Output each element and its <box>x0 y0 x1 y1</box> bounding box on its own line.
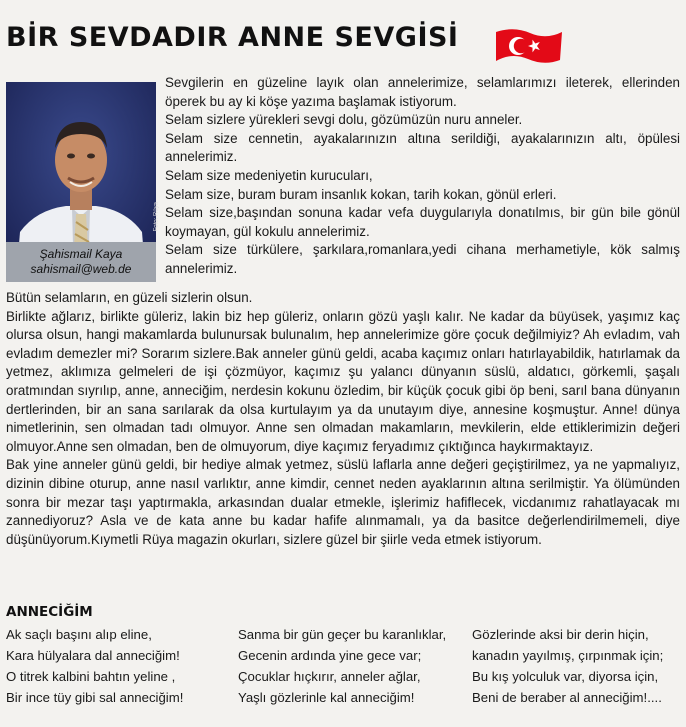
article-body <box>6 289 680 549</box>
article-title: BİR SEVDADIR ANNE SEVGİSİ <box>6 22 459 53</box>
poem-line: Gözlerinde aksi bir derin hiçin, <box>472 627 649 642</box>
intro-paragraph: Selam size cennetin, ayakalarınızın altına serildiği, ayakalarınızın altı, öpülesi annelerimiz. <box>165 130 680 165</box>
poem-line: Sanma bir gün geçer bu karanlıklar, <box>238 627 447 642</box>
poem-title: ANNECİĞİM <box>6 604 93 620</box>
author-email: sahismail@web.de <box>30 262 132 276</box>
intro-paragraph: Sevgilerin en güzeline layık olan annelerimize, selamlarımızı ileterek, ellerinden öperek bu ay ki köşe yazıma başlamak istiyorum. <box>165 75 680 109</box>
poem-line: Bu kış yolculuk var, diyorsa için, <box>472 669 659 684</box>
author-photo <box>6 82 159 282</box>
poem-line: Yaşlı gözlerinle kal anneciğim! <box>238 690 415 705</box>
body-paragraph: Bak yine anneler günü geldi, bir hediye almak yetmez, süslü laflarla anne değeri geçiştirilmez, ya ne yapmalıyız, dizinin dibine oturup, anne nasıl varlıktır, anne kimdir, cennet neden ayaklarının altına serilmiştir. Ya ölümünden sonra bir mezar taşı yaptırmakla, arkasından dualar etmekle, işlerimiz hafiflecek, vicdanımız rahatlayacak mı zannediyoruz? Asla ve de kata anne bu kadar hafife alınmamalı, ya da basitce değerlendirilmemeli, diye düşünüyorum.Kıymetli Rüya magazin okurları, sizlere güzel bir şiirle veda etmek istiyorum. <box>6 457 680 547</box>
poem-line: Ak saçlı başını alıp eline, <box>6 627 152 642</box>
poem-stanza-3 <box>472 624 663 708</box>
intro-paragraph: Selam size türkülere, şarkılara,romanlara,yedi cihana merhametiyle, kök salmış annelerimiz. <box>165 242 680 276</box>
photo-caption <box>6 242 156 282</box>
poem-stanza-2 <box>238 624 446 708</box>
poem-line: kanadın yayılmış, çırpınmak için; <box>472 648 664 663</box>
turkish-flag-icon <box>494 28 564 64</box>
intro-text <box>165 74 680 279</box>
body-paragraph: Birlikte ağlarız, birlikte güleriz, lakin biz hep güleriz, onların gözü yaşlı kalır. Ne kadar da büyüsek, yaşımız kaç olursa olsun, hangi makamlarda bulunursak bulunalım, hep annelerimize göre çocuk değilmiyiz? Ah evladım, vah evladım demezler mi? Sorarım sizlere.Bak anneler günü geldi, acaba kaçımız onları hatırlayabildik, hatırlamak da yetmez, aklımıza gelmeleri de işi çözmüyor, kaçımız şu yalancı dünyanın süslü, aldatıcı, görkemli, şaşalı oratmından sıyrılıp, anne, anneciğim, nerdesin kokunu özledim, bir küçük çocuk gibi öp beni, sarıl bana dünyanın dertlerinden, bir an sana sarılarak da olsa kurtulayım ya da unutayım diye, annesine koşmuştur. Anne! dünya nimetlerinin, sen olmadan tadı olmuyor. Anne sen olmadan makamların, mevkilerin, elde ettiklerimizin değeri olmuyor.Anne sen olmadan, ben de olmuyorum, diye kaçımız feryadımız çıktığınca haykırmaktayız. <box>6 308 680 454</box>
poem-line: Gecenin ardında yine gece var; <box>238 648 422 663</box>
poem-line: Beni de beraber al anneciğim!.... <box>472 690 662 705</box>
intro-paragraph: Selam size, buram buram insanlık kokan, tarih kokan, gönül erleri. <box>165 186 557 202</box>
poem-stanza-1 <box>6 624 183 708</box>
intro-paragraph: Selam size medeniyetin kurucuları, <box>165 167 373 183</box>
poem-line: Bir ince tüy gibi sal anneciğim! <box>6 690 184 705</box>
intro-paragraph: Selam size,başından sonuna kadar vefa duygularıyla donatılmıs, bir gün bile gönül koymayan, gül kokulu annelerimiz. <box>165 205 680 239</box>
author-name: Şahismail Kaya <box>39 247 123 261</box>
poem-line: Kara hülyalara dal anneciğim! <box>6 648 180 663</box>
body-paragraph: Bütün selamların, en güzeli sizlerin olsun. <box>6 290 253 305</box>
poem-line: O titrek kalbini bahtın yeline , <box>6 669 176 684</box>
photo-credit: Foto: Rüya <box>153 202 159 232</box>
poem-line: Çocuklar hıçkırır, anneler ağlar, <box>238 669 421 684</box>
intro-paragraph: Selam sizlere yürekleri sevgi dolu, gözümüzün nuru anneler. <box>165 112 523 128</box>
